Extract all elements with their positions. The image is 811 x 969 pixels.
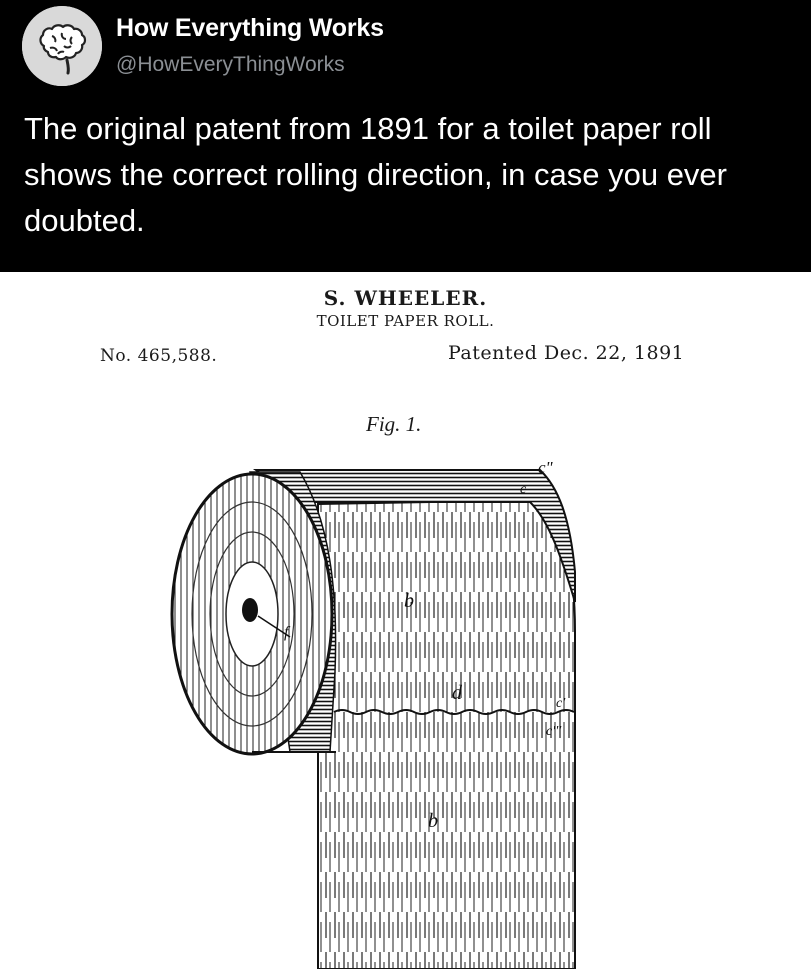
figure-label: Fig. 1.	[366, 412, 422, 436]
label-b-upper: b	[404, 590, 414, 612]
profile-avatar[interactable]	[22, 6, 102, 86]
post-image[interactable]	[0, 272, 811, 969]
label-f: f	[284, 624, 289, 641]
label-b-lower: b	[428, 810, 438, 832]
brain-icon	[22, 6, 102, 86]
label-c-ridge: c'''	[546, 724, 562, 739]
tweet-header	[0, 0, 811, 272]
patent-date: Patented Dec. 22, 1891	[448, 342, 685, 364]
tweet-text: The original patent from 1891 for a toilet paper roll shows the correct rolling direction, in case you ever doubted.	[24, 111, 727, 238]
patent-number: No. 465,588.	[100, 346, 218, 366]
user-handle[interactable]: @HowEveryThingWorks	[116, 53, 345, 76]
label-d: d	[452, 682, 462, 704]
label-c-side: c'	[556, 696, 566, 711]
patent-title: TOILET PAPER ROLL.	[316, 312, 495, 330]
patent-drawing	[0, 272, 811, 969]
display-name[interactable]: How Everything Works	[116, 14, 384, 42]
label-c-top: c"	[538, 458, 553, 477]
label-c-mark: c	[520, 482, 527, 497]
patent-inventor: S. WHEELER.	[323, 286, 488, 310]
